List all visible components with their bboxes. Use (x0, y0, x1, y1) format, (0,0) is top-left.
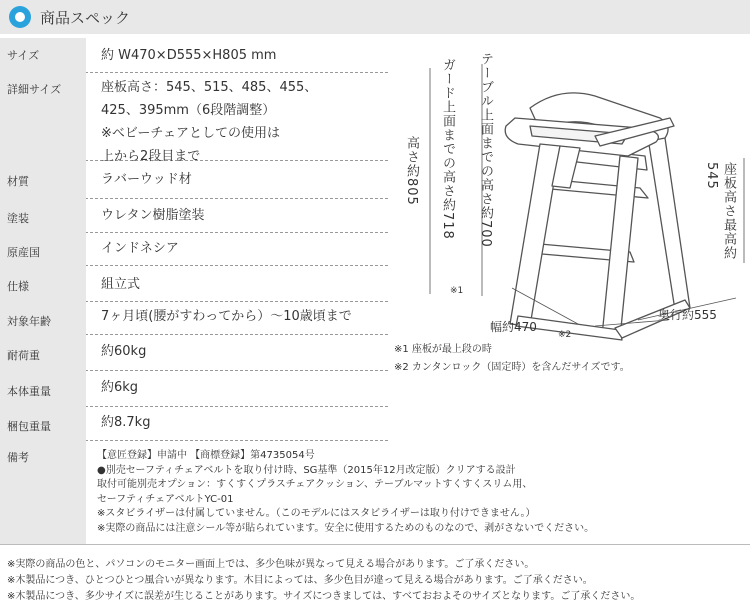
spec-row-type (0, 265, 388, 302)
note-line: セーフティチェアベルトYC-01 (97, 493, 234, 505)
note-line: ※スタビライザーは付属していません。（このモデルにはスタビライザーは取り付けできません。） (97, 508, 536, 520)
spec-value: 組立式 (101, 277, 141, 292)
spec-label-cell (0, 72, 86, 160)
footer-line: ※木製品につき、ひとつひとつ風合いが異なります。木目によっては、多少色目が違って見える場合があります。ご了承ください。 (7, 575, 593, 586)
spec-row-body-weight (0, 370, 388, 407)
spec-row-detail-size (0, 72, 388, 164)
section-title: 商品スペック (40, 9, 131, 27)
spec-value: 7ヶ月頃(腰がすわってから）～10歳頃まで (101, 309, 352, 324)
spec-value: ラバーウッド材 (101, 172, 192, 187)
spec-label-cell (0, 301, 86, 334)
spec-row-material (0, 160, 388, 199)
guard-footnote-mark: ※1 (450, 286, 464, 296)
spec-label-cell (0, 406, 86, 440)
note-line: ●別売セーフティチェアベルトを取り付け時、SG基準（2015年12月改定版）クリアする設計 (97, 464, 516, 476)
spec-label-cell (0, 232, 86, 265)
spec-label-cell (0, 334, 86, 370)
spec-label-cell (0, 160, 86, 198)
spec-row-origin (0, 232, 388, 266)
width-footnote-mark: ※2 (558, 330, 572, 340)
width-label: 幅約470 (490, 320, 537, 334)
spec-value: 約 W470×D555×H805 mm (101, 48, 277, 63)
spec-label-cell (0, 265, 86, 301)
spec-row-package-weight (0, 406, 388, 441)
spec-value: 約6kg (101, 380, 139, 395)
spec-label: 対象年齢 (7, 315, 51, 328)
chair-diagram (390, 38, 750, 378)
note-line: 【意匠登録】申請中 【商標登録】第4735054号 (97, 450, 315, 461)
spec-label-cell (0, 370, 86, 406)
footer-line: ※実際の商品の色と、パソコンのモニター画面上では、多少色味が異なって見える場合があります。ご了承ください。 (7, 559, 535, 570)
spec-label: サイズ (7, 49, 40, 62)
spec-label: 塗装 (7, 212, 29, 225)
section-header (0, 0, 750, 34)
spec-value: 約8.7kg (101, 415, 151, 430)
footnote-1: ※1 座板が最上段の時 (394, 344, 492, 355)
spec-label: 詳細サイズ (7, 83, 62, 96)
footnote-2: ※2 カンタンロック（固定時）を含んだサイズです。 (394, 362, 630, 373)
height-total-label: 高さ約805 (404, 136, 419, 206)
note-line: 取付可能別売オプション：すくすくプラスチェアクッション、テーブルマットすくすくスリム用、 (97, 479, 533, 491)
spec-label: 材質 (7, 175, 29, 188)
spec-label: 梱包重量 (7, 420, 51, 433)
footer-notes (7, 557, 640, 605)
spec-row-coating (0, 198, 388, 233)
spec-label-cell (0, 440, 86, 544)
guard-height-label: ガード上面までの高さ約718 (440, 58, 455, 240)
spec-row-size (0, 38, 388, 73)
footer-line: ※木製品につき、多少サイズに誤差が生じることがあります。サイズにつきましては、すべておおよそのサイズとなります。ご了承ください。 (7, 591, 641, 602)
note-line: ※実際の商品には注意シール等が貼られています。安全に使用するためのものなので、剥がさないでください。 (97, 522, 595, 534)
depth-label: 奥行約555 (658, 308, 717, 322)
spec-value: インドネシア (101, 241, 179, 256)
spec-row-notes (0, 440, 750, 545)
spec-label-cell (0, 38, 86, 72)
spec-label: 備考 (7, 451, 29, 464)
spec-value: 座板高さ：545、515、485、455、 425、395mm（6段階調整） ※ベビーチェアとしての使用は 上から2段目まで (101, 80, 318, 164)
spec-row-age (0, 301, 388, 335)
spec-value: 約60kg (101, 344, 147, 359)
seat-height-label: 座板高さ最高約545 (704, 162, 736, 260)
spec-label-cell (0, 198, 86, 232)
spec-label: 原産国 (7, 246, 40, 259)
spec-row-load (0, 334, 388, 371)
spec-label: 本体重量 (7, 385, 51, 398)
notes-text (97, 449, 594, 537)
table-height-label: テーブル上面までの高さ約700 (478, 52, 493, 248)
spec-value: ウレタン樹脂塗装 (101, 208, 205, 223)
spec-label: 耐荷重 (7, 349, 40, 362)
circle-bullet-icon (9, 6, 31, 28)
spec-label: 仕様 (7, 280, 29, 293)
